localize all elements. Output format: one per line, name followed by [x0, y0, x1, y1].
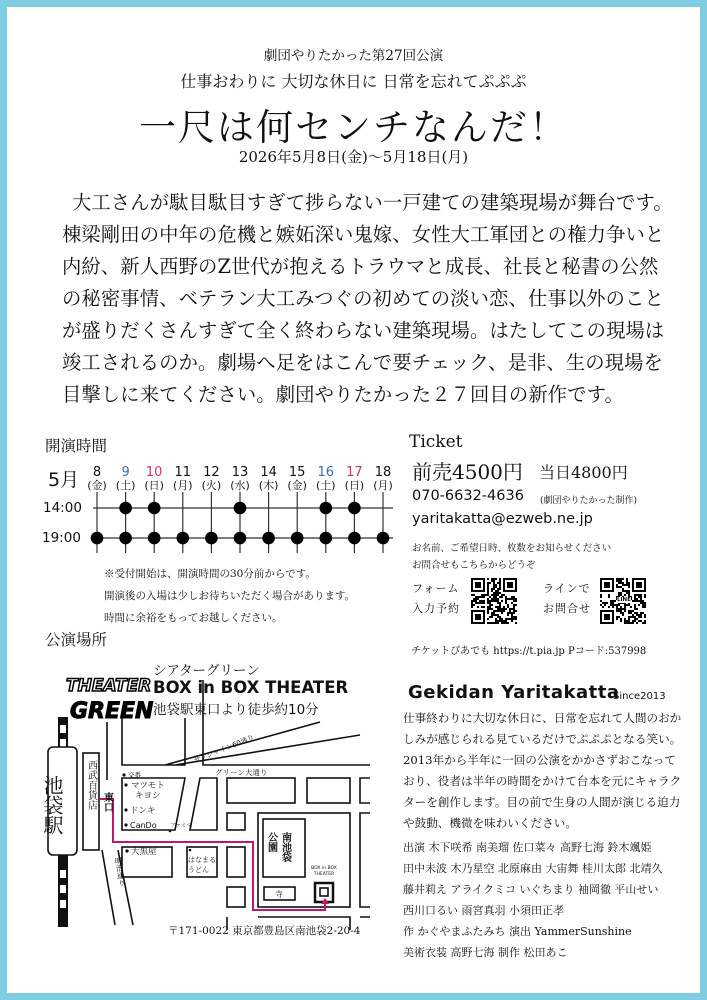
- day-number: 14: [260, 465, 277, 480]
- map-meiji-st: 明治通り: [113, 856, 127, 888]
- about-line: しみが感じられる見ているだけでぷぷぷとなる笑い。: [403, 732, 682, 746]
- map-sunshine-st: サンシャイン60通り: [192, 733, 256, 765]
- form-label: 入力予約: [412, 602, 460, 615]
- day-number: 17: [346, 465, 363, 480]
- map-daikokuya: 大黒屋: [131, 847, 157, 857]
- day-weekday: (月): [373, 479, 393, 492]
- pia-info[interactable]: チケットぴあでも https://t.pia.jp Pコード:537998: [411, 646, 647, 657]
- line-label: お問合せ: [543, 602, 591, 615]
- email-link[interactable]: yaritakatta@ezweb.ne.jp: [412, 511, 593, 527]
- performance-dates: 2026年5月8日(金)〜5月18日(月): [238, 148, 469, 166]
- schedule-heading: 開演時間: [45, 437, 108, 455]
- about-line: ターを創作します。目の前で生身の人間が演じる迫力: [403, 795, 681, 809]
- theater-green-logo: [66, 676, 153, 724]
- map-hanamaru: うどん: [188, 866, 209, 874]
- day-weekday: (金): [287, 479, 307, 492]
- svg-text:GREEN: GREEN: [70, 699, 154, 724]
- schedule-note: ※受付開始は、開演時間の30分前からです。: [104, 568, 316, 580]
- time-label: 19:00: [42, 530, 81, 546]
- day-number: 13: [231, 465, 249, 480]
- day-number: 15: [288, 465, 306, 480]
- map-park: 公園: [265, 832, 277, 852]
- synopsis-line: の秘密事情、ベテラン大工みつぐの初めての淡い恋、仕事以外のこと: [62, 287, 664, 310]
- map-theater-mark: THEATER: [313, 872, 335, 877]
- venue-name: BOX in BOX THEATER: [153, 678, 349, 697]
- map-famima: ファミマ: [170, 823, 192, 829]
- map-matsumoto: キヨシ: [135, 791, 161, 801]
- play-title: 一尺は何センチなんだ！: [139, 106, 568, 149]
- about-line: おり、役者は半年の時間をかけて台本を元にキャラク: [403, 774, 682, 788]
- company-since: Since2013: [613, 691, 666, 702]
- ticket-heading: Ticket: [409, 432, 463, 452]
- map-park: 南池袋: [279, 832, 291, 862]
- synopsis-line: 大工さんが駄目駄目すぎて捗らない一戸建ての建築現場が舞台です。: [72, 191, 673, 214]
- day-number: 8: [92, 465, 102, 480]
- day-weekday: (火): [201, 479, 222, 492]
- map-seibu: 西武百貨店: [85, 760, 97, 810]
- credit-line: 西川口るい 雨宮真羽 小須田正孝: [403, 904, 564, 917]
- company-name: Gekidan Yaritakatta: [408, 682, 620, 703]
- svg-text:THEATER: THEATER: [66, 676, 152, 696]
- time-label: 14:00: [43, 500, 82, 516]
- day-weekday: (月): [173, 479, 193, 492]
- phone-note: (劇団やりたかった制作): [540, 496, 638, 506]
- about-line: や鼓動、機微を味わいください。: [403, 816, 577, 830]
- schedule-note: 開演後の入場は少しお待ちいただく場合があります。: [104, 590, 356, 602]
- map-hanamaru: はなまる: [188, 856, 216, 864]
- venue-heading: 公演場所: [45, 631, 108, 649]
- door-price: 当日4800円: [539, 463, 628, 482]
- map-donki: ドンキ: [130, 806, 156, 816]
- credit-line: 藤井莉え アライクミコ いぐちまり 袖岡徹 平山せい: [403, 883, 659, 896]
- synopsis-line: 棟梁剛田の中年の危機と嫉妬深い鬼嫁、女性大工軍団との権力争いと: [62, 223, 665, 246]
- map-green-st: グリーン大通り: [215, 768, 268, 777]
- day-number: 9: [121, 465, 130, 480]
- credit-line: 出演 木下咲希 南美瑠 佐口菜々 高野七海 鈴木颯姫: [403, 841, 652, 854]
- venue-address: 〒171-0022 東京都豊島区南池袋2-20-4: [168, 925, 361, 937]
- line-label: ラインで: [543, 582, 591, 595]
- synopsis-line: 目撃しに来てください。劇団やりたかった２７回目の新作です。: [62, 383, 624, 406]
- ticket-note: お名前、ご希望日時、枚数をお知らせください: [412, 543, 612, 554]
- map-cando: CanDo: [130, 821, 157, 830]
- day-number: 12: [203, 465, 220, 480]
- map-station: 池袋駅: [40, 775, 64, 835]
- schedule-note: 時間に余裕をもってお越しください。: [104, 612, 283, 624]
- company-line: 劇団やりたかった第27回公演: [263, 48, 444, 64]
- synopsis-line: 内紛、新人西野のZ世代が抱えるトラウマと成長、社長と秘書の公然: [62, 255, 659, 278]
- map-east-exit: 東口: [101, 792, 113, 812]
- advance-price: 前売4500円: [412, 460, 523, 484]
- synopsis-line: 竣工されるのか。劇場へ足をはこんで要チェック、是非、生の現場を: [62, 351, 664, 374]
- credit-line: 田中未波 木乃星空 北原麻由 大宙舞 桂川太郎 北靖久: [403, 862, 663, 875]
- venue-name-kana: シアターグリーン: [153, 663, 260, 679]
- day-number: 18: [374, 465, 392, 480]
- map-temple: 寺: [275, 890, 283, 899]
- day-number: 11: [174, 465, 192, 480]
- day-weekday: (水): [230, 479, 250, 492]
- day-weekday: (土): [316, 479, 336, 492]
- day-weekday: (日): [144, 479, 164, 492]
- phone-number[interactable]: 070-6632-4636: [412, 488, 524, 504]
- day-weekday: (木): [258, 479, 279, 492]
- map-koban: 交番: [128, 771, 141, 779]
- about-line: 仕事終わりに大切な休日に、日常を忘れて人間のおか: [403, 711, 682, 725]
- line-logo: LINE: [617, 597, 631, 603]
- map-matsumoto: マツモト: [131, 781, 165, 791]
- day-weekday: (日): [344, 479, 365, 492]
- tagline: 仕事おわりに 大切な休日に 日常を忘れてぷぷぷ: [180, 72, 527, 91]
- day-number: 10: [145, 465, 163, 480]
- schedule-month: 5月: [48, 469, 80, 491]
- map-theater-mark: BOX in BOX: [311, 866, 337, 871]
- credit-line: 作 かぐやまふたみち 演出 YammerSunshine: [403, 925, 632, 938]
- credit-line: 美術衣装 高野七海 制作 松田あこ: [403, 946, 568, 959]
- day-weekday: (金): [87, 479, 107, 492]
- ticket-note: お問合せもこちらからどうぞ: [412, 560, 536, 571]
- day-weekday: (土): [115, 479, 136, 492]
- day-number: 16: [317, 465, 335, 480]
- synopsis-line: が盛りだくさんすぎて全く終わらない建築現場。はたしてこの現場は: [62, 319, 665, 342]
- venue-access: 池袋駅東口より徒歩約10分: [153, 702, 319, 718]
- form-label: フォーム: [412, 582, 460, 595]
- about-line: 2013年から半年に一回の公演をかかさずおこなって: [403, 753, 676, 767]
